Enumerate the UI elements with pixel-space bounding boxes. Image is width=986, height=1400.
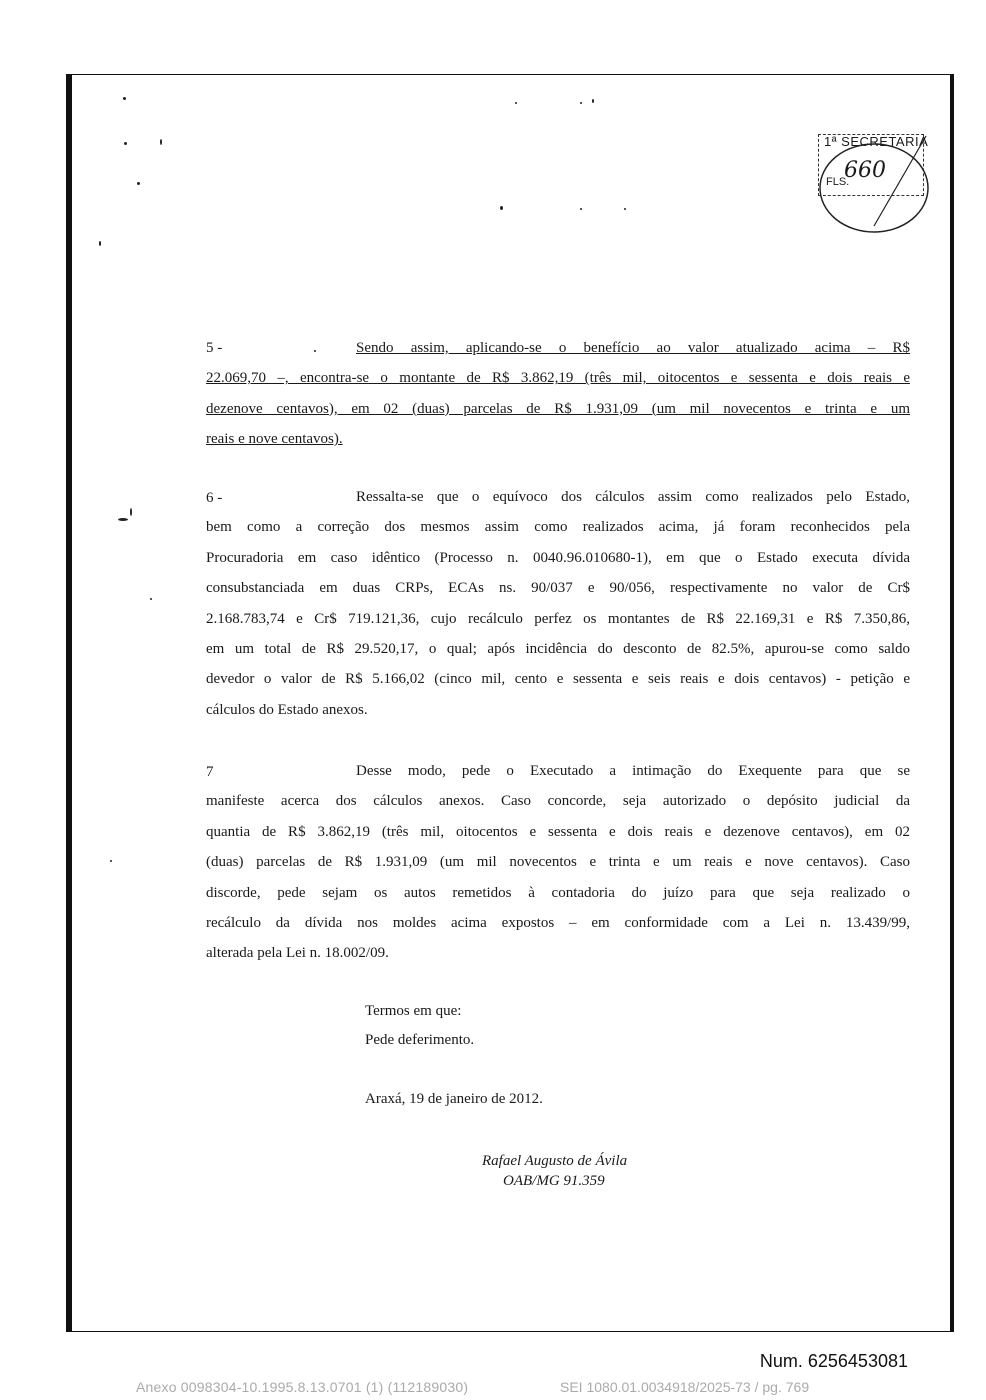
paragraph-line: bem como a correção dos mesmos assim como realizados acima, já foram reconhecidos pela [206,519,910,536]
paragraph-line: dezenove centavos), em 02 (duas) parcelas de R$ 1.931,09 (um mil novecentos e trinta e um [206,400,910,417]
paragraph-7 [206,756,910,969]
scan-speck [592,99,594,103]
paragraph-line: manifeste acerca dos cálculos anexos. Caso concorde, seja autorizado o depósito judicial da [206,793,910,810]
stamp-fls-label: FLS. [826,176,850,188]
paragraph-line: discorde, pede sejam os autos remetidos à contadoria do juízo para que seja realizado o [206,884,910,901]
paragraph-line: 22.069,70 –, encontra-se o montante de R$ 3.862,19 (três mil, oitocentos e sessenta e dois reais e [206,370,910,387]
place-date: Araxá, 19 de janeiro de 2012. [365,1091,543,1107]
closing-request: Pede deferimento. [365,1032,475,1048]
scan-speck [160,139,162,145]
stamp-page-number: 660 [844,158,886,183]
scan-speck [130,508,132,516]
scan-speck [110,860,112,862]
paragraph-line: reais e nove centavos). [206,431,343,448]
scan-speck [580,208,582,210]
paragraph-line: quantia de R$ 3.862,19 (três mil, oitocentos e sessenta e dois reais e dezenove centavos), em 02 [206,823,910,840]
scan-speck [123,97,126,100]
paragraph-line: alterada pela Lei n. 18.002/09. [206,945,389,962]
paragraph-line: Ressalta-se que o equívoco dos cálculos assim como realizados pelo Estado, [356,489,910,505]
paragraph-number: 5 - [206,340,223,356]
paragraph-line: (duas) parcelas de R$ 1.931,09 (um mil novecentos e trinta e um reais e nove centavos). Caso [206,854,910,871]
protocol-stamp [814,128,932,234]
paragraph-line: Desse modo, pede o Executado a intimação do Exequente para que se [356,763,910,779]
paragraph-line: consubstanciada em duas CRPs, ECAs ns. 90/037 e 90/056, respectivamente no valor de Cr$ [206,580,910,597]
scan-speck [118,518,128,521]
paragraph-number: 7 [206,764,214,780]
scan-speck [124,142,127,145]
paragraph-line: em um total de R$ 29.520,17, o qual; após incidência do desconto de 82.5%, apurou-se como saldo [206,641,910,658]
footer-sei: SEI 1080.01.0034918/2025-73 / pg. 769 [560,1379,810,1395]
paragraph-line: devedor o valor de R$ 5.166,02 (cinco mil, cento e sessenta e seis reais e dois centavos) - petição e [206,671,910,688]
paragraph-6 [206,482,910,725]
document-number: Num. 6256453081 [759,1351,908,1371]
scan-speck [150,598,152,600]
scan-speck [137,182,140,185]
footer-anexo: Anexo 0098304-10.1995.8.13.0701 (1) (112189030) [136,1379,469,1395]
paragraph-number: 6 - [206,490,223,506]
paragraph-line: 2.168.783,74 e Cr$ 719.121,36, cujo recálculo perfez os montantes de R$ 22.169,31 e R$ 7.350,86, [206,610,910,627]
paragraph-5 [206,333,910,455]
scan-speck [580,102,582,104]
signature-oab: OAB/MG 91.359 [503,1173,605,1189]
scan-speck [515,102,517,104]
closing-terms: Termos em que: [365,1003,462,1019]
paragraph-line: Procuradoria em caso idêntico (Processo n. 0040.96.010680-1), em que o Estado executa dívida [206,549,910,566]
paragraph-line: Sendo assim, aplicando-se o benefício ao valor atualizado acima – R$ [356,340,910,356]
scan-speck [624,208,626,210]
stamp-title: 1ª SECRETARIA [824,134,929,149]
paragraph-line: recálculo da dívida nos moldes acima expostos – em conformidade com a Lei n. 13.439/99, [206,915,910,932]
signature-name: Rafael Augusto de Ávila [482,1153,628,1169]
paragraph-line: cálculos do Estado anexos. [206,701,368,718]
scan-speck [99,241,101,246]
scan-speck [500,206,503,210]
